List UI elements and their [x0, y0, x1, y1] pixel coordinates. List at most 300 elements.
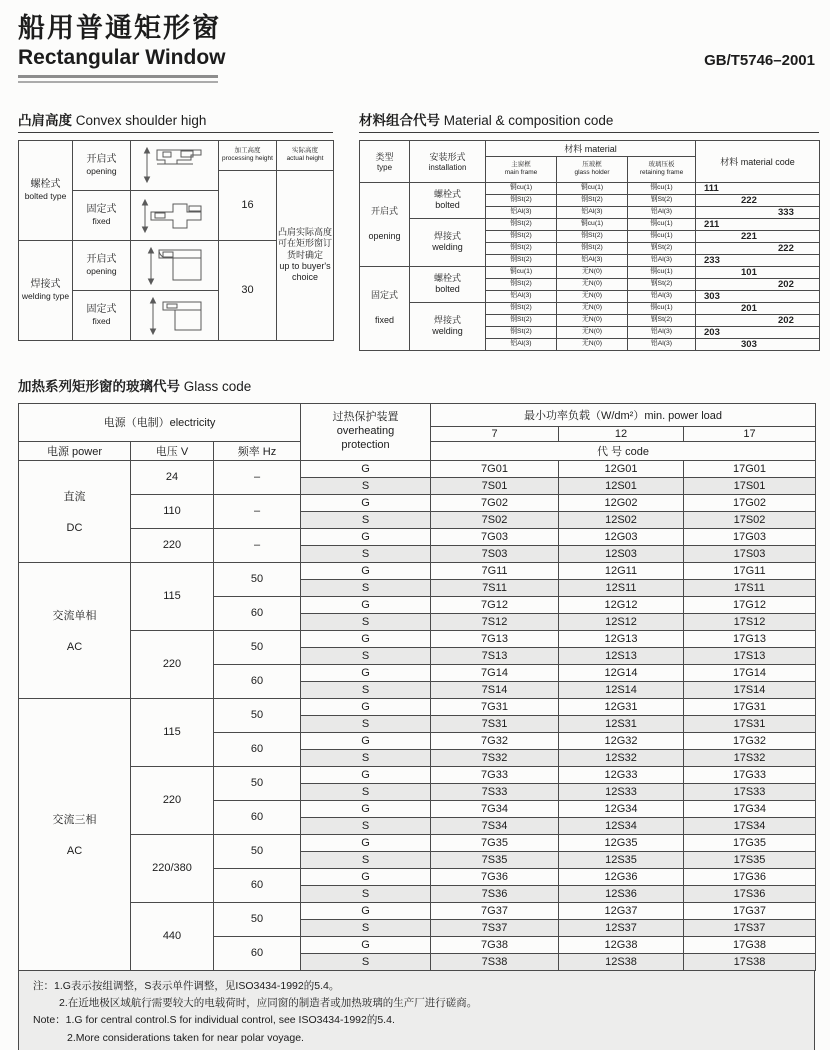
- glass-code-cell: 12S03: [559, 545, 684, 562]
- material-code-cell: 211: [696, 218, 820, 230]
- label: 开启式: [86, 153, 117, 165]
- glass-code-cell: 17G01: [684, 460, 816, 477]
- protection-cell: G: [301, 936, 431, 953]
- material-section: [359, 109, 819, 351]
- glass-code-cell: 7S12: [431, 613, 559, 630]
- title-block: [18, 14, 226, 83]
- shoulder-heading-en: Convex shoulder high: [75, 112, 207, 128]
- label: glass holder: [574, 169, 610, 177]
- protection-cell: S: [301, 613, 431, 630]
- glass-code-cell: 12S11: [559, 579, 684, 596]
- label: 螺栓式: [433, 272, 461, 283]
- glass-code-cell: 17S36: [684, 885, 816, 902]
- shoulder-mode-fixed-1: [73, 190, 131, 240]
- label: 加工高度: [234, 147, 261, 155]
- main-frame-cell: 钢St(2): [486, 302, 557, 314]
- label: welding type: [21, 291, 70, 302]
- material-code-cell: 333: [696, 206, 820, 218]
- glass-code-cell: 17G38: [684, 936, 816, 953]
- glass-code-cell: 12S31: [559, 715, 684, 732]
- glass-code-cell: 12S12: [559, 613, 684, 630]
- cross-section-drawing-3: [131, 240, 219, 290]
- glass-code-cell: 12G37: [559, 902, 684, 919]
- glass-code-cell: 12S33: [559, 783, 684, 800]
- note-line-2: 2.在近地极区域航行需要较大的电载荷时，应同窗的制造者或加热玻璃的生产厂进行磋商。: [59, 997, 478, 1009]
- retaining-frame-cell: 铜cu(1): [628, 218, 696, 230]
- glass-code-cell: 12S32: [559, 749, 684, 766]
- glass-code-row: [19, 902, 816, 919]
- material-table: [359, 140, 820, 351]
- retaining-frame-cell: 铝Al(3): [628, 338, 696, 350]
- glass-code-cell: 17S11: [684, 579, 816, 596]
- retaining-frame-cell: 铝Al(3): [628, 290, 696, 302]
- glass-holder-cell: 无N(0): [557, 266, 628, 278]
- protection-cell: G: [301, 460, 431, 477]
- type-cell: [360, 182, 410, 266]
- glass-code-row: [19, 562, 816, 579]
- frequency-cell: 50: [214, 834, 301, 868]
- main-frame-cell: 钢St(2): [486, 242, 557, 254]
- glass-code-cell: 7S34: [431, 817, 559, 834]
- col-head-installation: [410, 140, 486, 182]
- frequency-cell: 50: [214, 766, 301, 800]
- label: bolted: [435, 284, 460, 295]
- glass-heading: [18, 375, 815, 395]
- glass-heading-en: Glass code: [183, 378, 252, 394]
- glass-code-cell: 7G14: [431, 664, 559, 681]
- main-frame-cell: 铜cu(1): [486, 266, 557, 278]
- glass-code-cell: 7S33: [431, 783, 559, 800]
- shoulder-mode-opening-1: [73, 140, 131, 190]
- col-head-code: 代 号 code: [431, 441, 816, 460]
- glass-code-cell: 17S12: [684, 613, 816, 630]
- protection-cell: S: [301, 477, 431, 494]
- installation-cell: [410, 218, 486, 266]
- frequency-cell: 50: [214, 698, 301, 732]
- standard-code: GB/T5746–2001: [704, 51, 815, 69]
- glass-holder-cell: 钢St(2): [557, 230, 628, 242]
- glass-code-cell: 17S02: [684, 511, 816, 528]
- glass-code-cell: 7S35: [431, 851, 559, 868]
- glass-code-cell: 7S03: [431, 545, 559, 562]
- glass-code-cell: 7G38: [431, 936, 559, 953]
- col-head-main-frame: [486, 156, 557, 182]
- load-value-17: 17: [684, 426, 816, 441]
- main-frame-cell: 钢St(2): [486, 254, 557, 266]
- label: 主窗框: [511, 161, 531, 169]
- voltage-cell: 115: [131, 698, 214, 766]
- protection-cell: S: [301, 817, 431, 834]
- glass-code-cell: 12G34: [559, 800, 684, 817]
- label: AC: [66, 845, 83, 858]
- label: fixed: [92, 316, 111, 327]
- glass-code-cell: 17S37: [684, 919, 816, 936]
- label: 开启式: [370, 205, 398, 216]
- label: fixed: [374, 315, 394, 326]
- material-code-cell: 111: [696, 182, 820, 194]
- label: 固定式: [86, 203, 117, 215]
- retaining-frame-cell: 铝Al(3): [628, 326, 696, 338]
- glass-code-cell: 12S02: [559, 511, 684, 528]
- glass-code-cell: 7S13: [431, 647, 559, 664]
- material-code-cell: 233: [696, 254, 820, 266]
- frequency-cell: 60: [214, 664, 301, 698]
- glass-code-cell: 12G33: [559, 766, 684, 783]
- frequency-cell: 50: [214, 562, 301, 596]
- material-row: [360, 266, 820, 278]
- main-frame-cell: 钢St(2): [486, 230, 557, 242]
- material-heading-cn: 材料组合代号: [359, 112, 440, 128]
- protection-cell: G: [301, 868, 431, 885]
- label: 安装形式: [429, 152, 466, 163]
- shoulder-mode-opening-2: [73, 240, 131, 290]
- label: bolted: [435, 200, 460, 211]
- page-title-en: Rectangular Window: [18, 45, 226, 69]
- note-line-4: 2.More considerations taken for near polar voyage.: [67, 1031, 304, 1044]
- protection-cell: S: [301, 953, 431, 970]
- retaining-frame-cell: 钢St(2): [628, 242, 696, 254]
- load-value-7: 7: [431, 426, 559, 441]
- col-head-power: 电源 power: [19, 441, 131, 460]
- glass-code-cell: 7S32: [431, 749, 559, 766]
- frequency-cell: –: [214, 528, 301, 562]
- protection-cell: S: [301, 749, 431, 766]
- glass-code-cell: 12G31: [559, 698, 684, 715]
- glass-code-cell: 12S13: [559, 647, 684, 664]
- glass-code-cell: 17G34: [684, 800, 816, 817]
- glass-code-cell: 7G37: [431, 902, 559, 919]
- protection-cell: G: [301, 664, 431, 681]
- glass-holder-cell: 铜cu(1): [557, 182, 628, 194]
- main-frame-cell: 钢St(2): [486, 314, 557, 326]
- shoulder-heading: [18, 109, 333, 133]
- label: welding: [432, 242, 463, 253]
- note-line-3: Note：1.G for central control.S for individual control, see ISO3434-1992的5.4.: [33, 1014, 395, 1027]
- glass-code-cell: 12G03: [559, 528, 684, 545]
- glass-code-cell: 17S35: [684, 851, 816, 868]
- voltage-cell: 220: [131, 766, 214, 834]
- col-head-glass-holder: [557, 156, 628, 182]
- glass-code-cell: 7S37: [431, 919, 559, 936]
- frequency-cell: 60: [214, 596, 301, 630]
- glass-code-cell: 17G31: [684, 698, 816, 715]
- glass-code-row: [19, 834, 816, 851]
- glass-code-cell: 7S14: [431, 681, 559, 698]
- material-code-cell: 202: [696, 314, 820, 326]
- power-cell: [19, 562, 131, 698]
- glass-code-cell: 7G03: [431, 528, 559, 545]
- main-frame-cell: 铜cu(1): [486, 182, 557, 194]
- glass-code-cell: 12G02: [559, 494, 684, 511]
- glass-code-cell: 12G14: [559, 664, 684, 681]
- label: actual height: [286, 155, 324, 163]
- frequency-cell: 50: [214, 630, 301, 664]
- glass-code-cell: 12S01: [559, 477, 684, 494]
- glass-code-cell: 7S11: [431, 579, 559, 596]
- retaining-frame-cell: 钢St(2): [628, 314, 696, 326]
- glass-code-cell: 7G33: [431, 766, 559, 783]
- main-frame-cell: 钢St(2): [486, 278, 557, 290]
- label: overheating: [336, 424, 395, 437]
- glass-code-cell: 7S01: [431, 477, 559, 494]
- shoulder-heading-cn: 凸肩高度: [18, 112, 72, 128]
- frequency-cell: 50: [214, 902, 301, 936]
- glass-code-cell: 12G13: [559, 630, 684, 647]
- glass-code-cell: 12G35: [559, 834, 684, 851]
- voltage-cell: 115: [131, 562, 214, 630]
- protection-cell: G: [301, 528, 431, 545]
- glass-code-cell: 17S03: [684, 545, 816, 562]
- bolted-height-value: 16: [219, 170, 277, 240]
- protection-cell: G: [301, 698, 431, 715]
- label: opening: [86, 266, 117, 277]
- frequency-cell: 60: [214, 936, 301, 970]
- main-frame-cell: 铝Al(3): [486, 290, 557, 302]
- main-frame-cell: 钢St(2): [486, 218, 557, 230]
- voltage-cell: 110: [131, 494, 214, 528]
- glass-code-row: [19, 630, 816, 647]
- glass-code-cell: 17G14: [684, 664, 816, 681]
- material-code-cell: 201: [696, 302, 820, 314]
- glass-code-cell: 17G37: [684, 902, 816, 919]
- glass-holder-cell: 无N(0): [557, 290, 628, 302]
- title-underline: [18, 75, 218, 83]
- protection-cell: S: [301, 545, 431, 562]
- col-head-processing: [219, 140, 277, 170]
- glass-section: [18, 375, 815, 1050]
- protection-cell: G: [301, 596, 431, 613]
- glass-holder-cell: 无N(0): [557, 338, 628, 350]
- label: 螺栓式: [433, 188, 461, 199]
- glass-code-cell: 17G33: [684, 766, 816, 783]
- glass-holder-cell: 无N(0): [557, 302, 628, 314]
- material-code-cell: 221: [696, 230, 820, 242]
- glass-heading-cn: 加热系列矩形窗的玻璃代号: [18, 378, 180, 394]
- glass-code-cell: 17G11: [684, 562, 816, 579]
- protection-cell: S: [301, 511, 431, 528]
- top-section: [18, 109, 815, 351]
- drawing-welding-opening: [133, 242, 217, 288]
- glass-holder-cell: 钢St(2): [557, 242, 628, 254]
- retaining-frame-cell: 铝Al(3): [628, 206, 696, 218]
- note-line-1: 注：1.G表示按组调整，S表示单件调整，见ISO3434-1992的5.4。: [33, 979, 340, 992]
- glass-code-cell: 17S32: [684, 749, 816, 766]
- glass-holder-cell: 无N(0): [557, 314, 628, 326]
- glass-code-row: [19, 494, 816, 511]
- glass-code-cell: 7G32: [431, 732, 559, 749]
- protection-cell: G: [301, 800, 431, 817]
- frequency-cell: –: [214, 460, 301, 494]
- installation-cell: [410, 302, 486, 350]
- glass-code-cell: 17S33: [684, 783, 816, 800]
- glass-code-cell: 17G35: [684, 834, 816, 851]
- glass-code-row: [19, 766, 816, 783]
- glass-code-cell: 17G12: [684, 596, 816, 613]
- glass-code-cell: 17S14: [684, 681, 816, 698]
- glass-code-cell: 12S37: [559, 919, 684, 936]
- material-code-cell: 222: [696, 194, 820, 206]
- shoulder-mode-fixed-2: [73, 290, 131, 340]
- col-head-material-code: 材料 material code: [696, 140, 820, 182]
- material-code-cell: 303: [696, 338, 820, 350]
- col-head-material: 材料 material: [486, 140, 696, 156]
- label: 焊接式: [433, 230, 461, 241]
- voltage-cell: 24: [131, 460, 214, 494]
- glass-code-cell: 17S34: [684, 817, 816, 834]
- col-head-electricity: 电源（电制）electricity: [19, 403, 301, 441]
- protection-cell: S: [301, 681, 431, 698]
- material-row: [360, 218, 820, 230]
- label: 类型: [375, 152, 394, 163]
- glass-code-cell: 12S35: [559, 851, 684, 868]
- glass-code-cell: 7S31: [431, 715, 559, 732]
- frequency-cell: 60: [214, 732, 301, 766]
- glass-code-cell: 12G32: [559, 732, 684, 749]
- notes-box: [18, 971, 815, 1050]
- col-head-protection: [301, 403, 431, 460]
- drawing-bolted-fixed: [133, 192, 217, 238]
- voltage-cell: 220/380: [131, 834, 214, 902]
- protection-cell: G: [301, 562, 431, 579]
- glass-code-row: [19, 698, 816, 715]
- label: 过热保护装置: [332, 411, 399, 424]
- glass-code-cell: 17G03: [684, 528, 816, 545]
- glass-code-cell: 7S36: [431, 885, 559, 902]
- glass-code-cell: 12G36: [559, 868, 684, 885]
- glass-code-cell: 12G01: [559, 460, 684, 477]
- label: up to buyer's choice: [279, 260, 331, 283]
- main-frame-cell: 铝Al(3): [486, 338, 557, 350]
- glass-code-row: [19, 528, 816, 545]
- installation-cell: [410, 182, 486, 218]
- glass-code-cell: 17G13: [684, 630, 816, 647]
- label: protection: [341, 438, 390, 451]
- main-frame-cell: 钢St(2): [486, 326, 557, 338]
- glass-code-cell: 12S34: [559, 817, 684, 834]
- col-head-frequency: 频率 Hz: [214, 441, 301, 460]
- actual-height-note: [277, 170, 334, 340]
- protection-cell: G: [301, 494, 431, 511]
- load-value-12: 12: [559, 426, 684, 441]
- glass-code-cell: 7S38: [431, 953, 559, 970]
- glass-code-row: [19, 460, 816, 477]
- col-head-actual: [277, 140, 334, 170]
- main-frame-cell: 钢St(2): [486, 194, 557, 206]
- installation-cell: [410, 266, 486, 302]
- protection-cell: S: [301, 579, 431, 596]
- retaining-frame-cell: 铜cu(1): [628, 182, 696, 194]
- cross-section-drawing-2: [131, 190, 219, 240]
- glass-code-cell: 7G01: [431, 460, 559, 477]
- material-code-cell: 202: [696, 278, 820, 290]
- retaining-frame-cell: 铜cu(1): [628, 266, 696, 278]
- protection-cell: G: [301, 630, 431, 647]
- label: 开启式: [86, 253, 117, 265]
- protection-cell: G: [301, 902, 431, 919]
- label: 玻璃压板: [648, 161, 675, 169]
- glass-code-cell: 17S31: [684, 715, 816, 732]
- label: 实际高度: [292, 147, 318, 155]
- col-head-voltage: 电压 V: [131, 441, 214, 460]
- voltage-cell: 220: [131, 630, 214, 698]
- material-code-cell: 222: [696, 242, 820, 254]
- glass-holder-cell: 无N(0): [557, 278, 628, 290]
- glass-code-cell: 12G11: [559, 562, 684, 579]
- col-head-power-load: 最小功率负载（W/dm²）min. power load: [431, 403, 816, 426]
- protection-cell: S: [301, 783, 431, 800]
- label: opening: [86, 166, 117, 177]
- glass-holder-cell: 铜cu(1): [557, 218, 628, 230]
- material-heading: [359, 109, 819, 133]
- retaining-frame-cell: 钢St(2): [628, 194, 696, 206]
- label: 压玻框: [582, 161, 602, 169]
- glass-code-cell: 7G13: [431, 630, 559, 647]
- label: installation: [428, 163, 467, 173]
- glass-holder-cell: 铝Al(3): [557, 254, 628, 266]
- shoulder-type-bolted: [19, 140, 73, 240]
- glass-code-cell: 12S36: [559, 885, 684, 902]
- drawing-bolted-opening: [133, 142, 217, 188]
- protection-cell: S: [301, 647, 431, 664]
- label: 交流三相: [52, 814, 97, 827]
- glass-code-cell: 7G31: [431, 698, 559, 715]
- col-head-retaining-frame: [628, 156, 696, 182]
- voltage-cell: 440: [131, 902, 214, 970]
- label: 交流单相: [52, 610, 97, 623]
- protection-cell: G: [301, 766, 431, 783]
- main-frame-cell: 铝Al(3): [486, 206, 557, 218]
- label: DC: [66, 522, 83, 535]
- label: 固定式: [370, 289, 398, 300]
- protection-cell: G: [301, 732, 431, 749]
- label: 凸肩实际高度可在矩形窗订货时确定: [278, 227, 333, 260]
- protection-cell: S: [301, 851, 431, 868]
- retaining-frame-cell: 铜cu(1): [628, 230, 696, 242]
- cross-section-drawing-4: [131, 290, 219, 340]
- glass-holder-cell: 铝Al(3): [557, 206, 628, 218]
- material-row: [360, 182, 820, 194]
- glass-code-cell: 12G38: [559, 936, 684, 953]
- glass-holder-cell: 无N(0): [557, 326, 628, 338]
- welding-height-value: 30: [219, 240, 277, 340]
- col-head-type: [360, 140, 410, 182]
- shoulder-table: [18, 140, 334, 341]
- glass-code-cell: 17S01: [684, 477, 816, 494]
- glass-code-cell: 17G02: [684, 494, 816, 511]
- glass-code-cell: 17S38: [684, 953, 816, 970]
- glass-code-cell: 12S14: [559, 681, 684, 698]
- frequency-cell: 60: [214, 800, 301, 834]
- glass-table: [18, 403, 816, 971]
- material-heading-en: Material & composition code: [443, 112, 614, 128]
- glass-code-cell: 7G02: [431, 494, 559, 511]
- material-row: [360, 302, 820, 314]
- retaining-frame-cell: 铝Al(3): [628, 254, 696, 266]
- label: fixed: [92, 216, 111, 227]
- retaining-frame-cell: 钢St(2): [628, 278, 696, 290]
- power-cell: [19, 460, 131, 562]
- page-title-cn: 船用普通矩形窗: [18, 13, 221, 43]
- label: type: [376, 163, 393, 173]
- label: welding: [432, 326, 463, 337]
- glass-code-cell: 17G36: [684, 868, 816, 885]
- type-cell: [360, 266, 410, 350]
- label: 焊接式: [433, 314, 461, 325]
- protection-cell: S: [301, 715, 431, 732]
- material-code-cell: 303: [696, 290, 820, 302]
- label: opening: [368, 231, 401, 242]
- glass-code-cell: 7G34: [431, 800, 559, 817]
